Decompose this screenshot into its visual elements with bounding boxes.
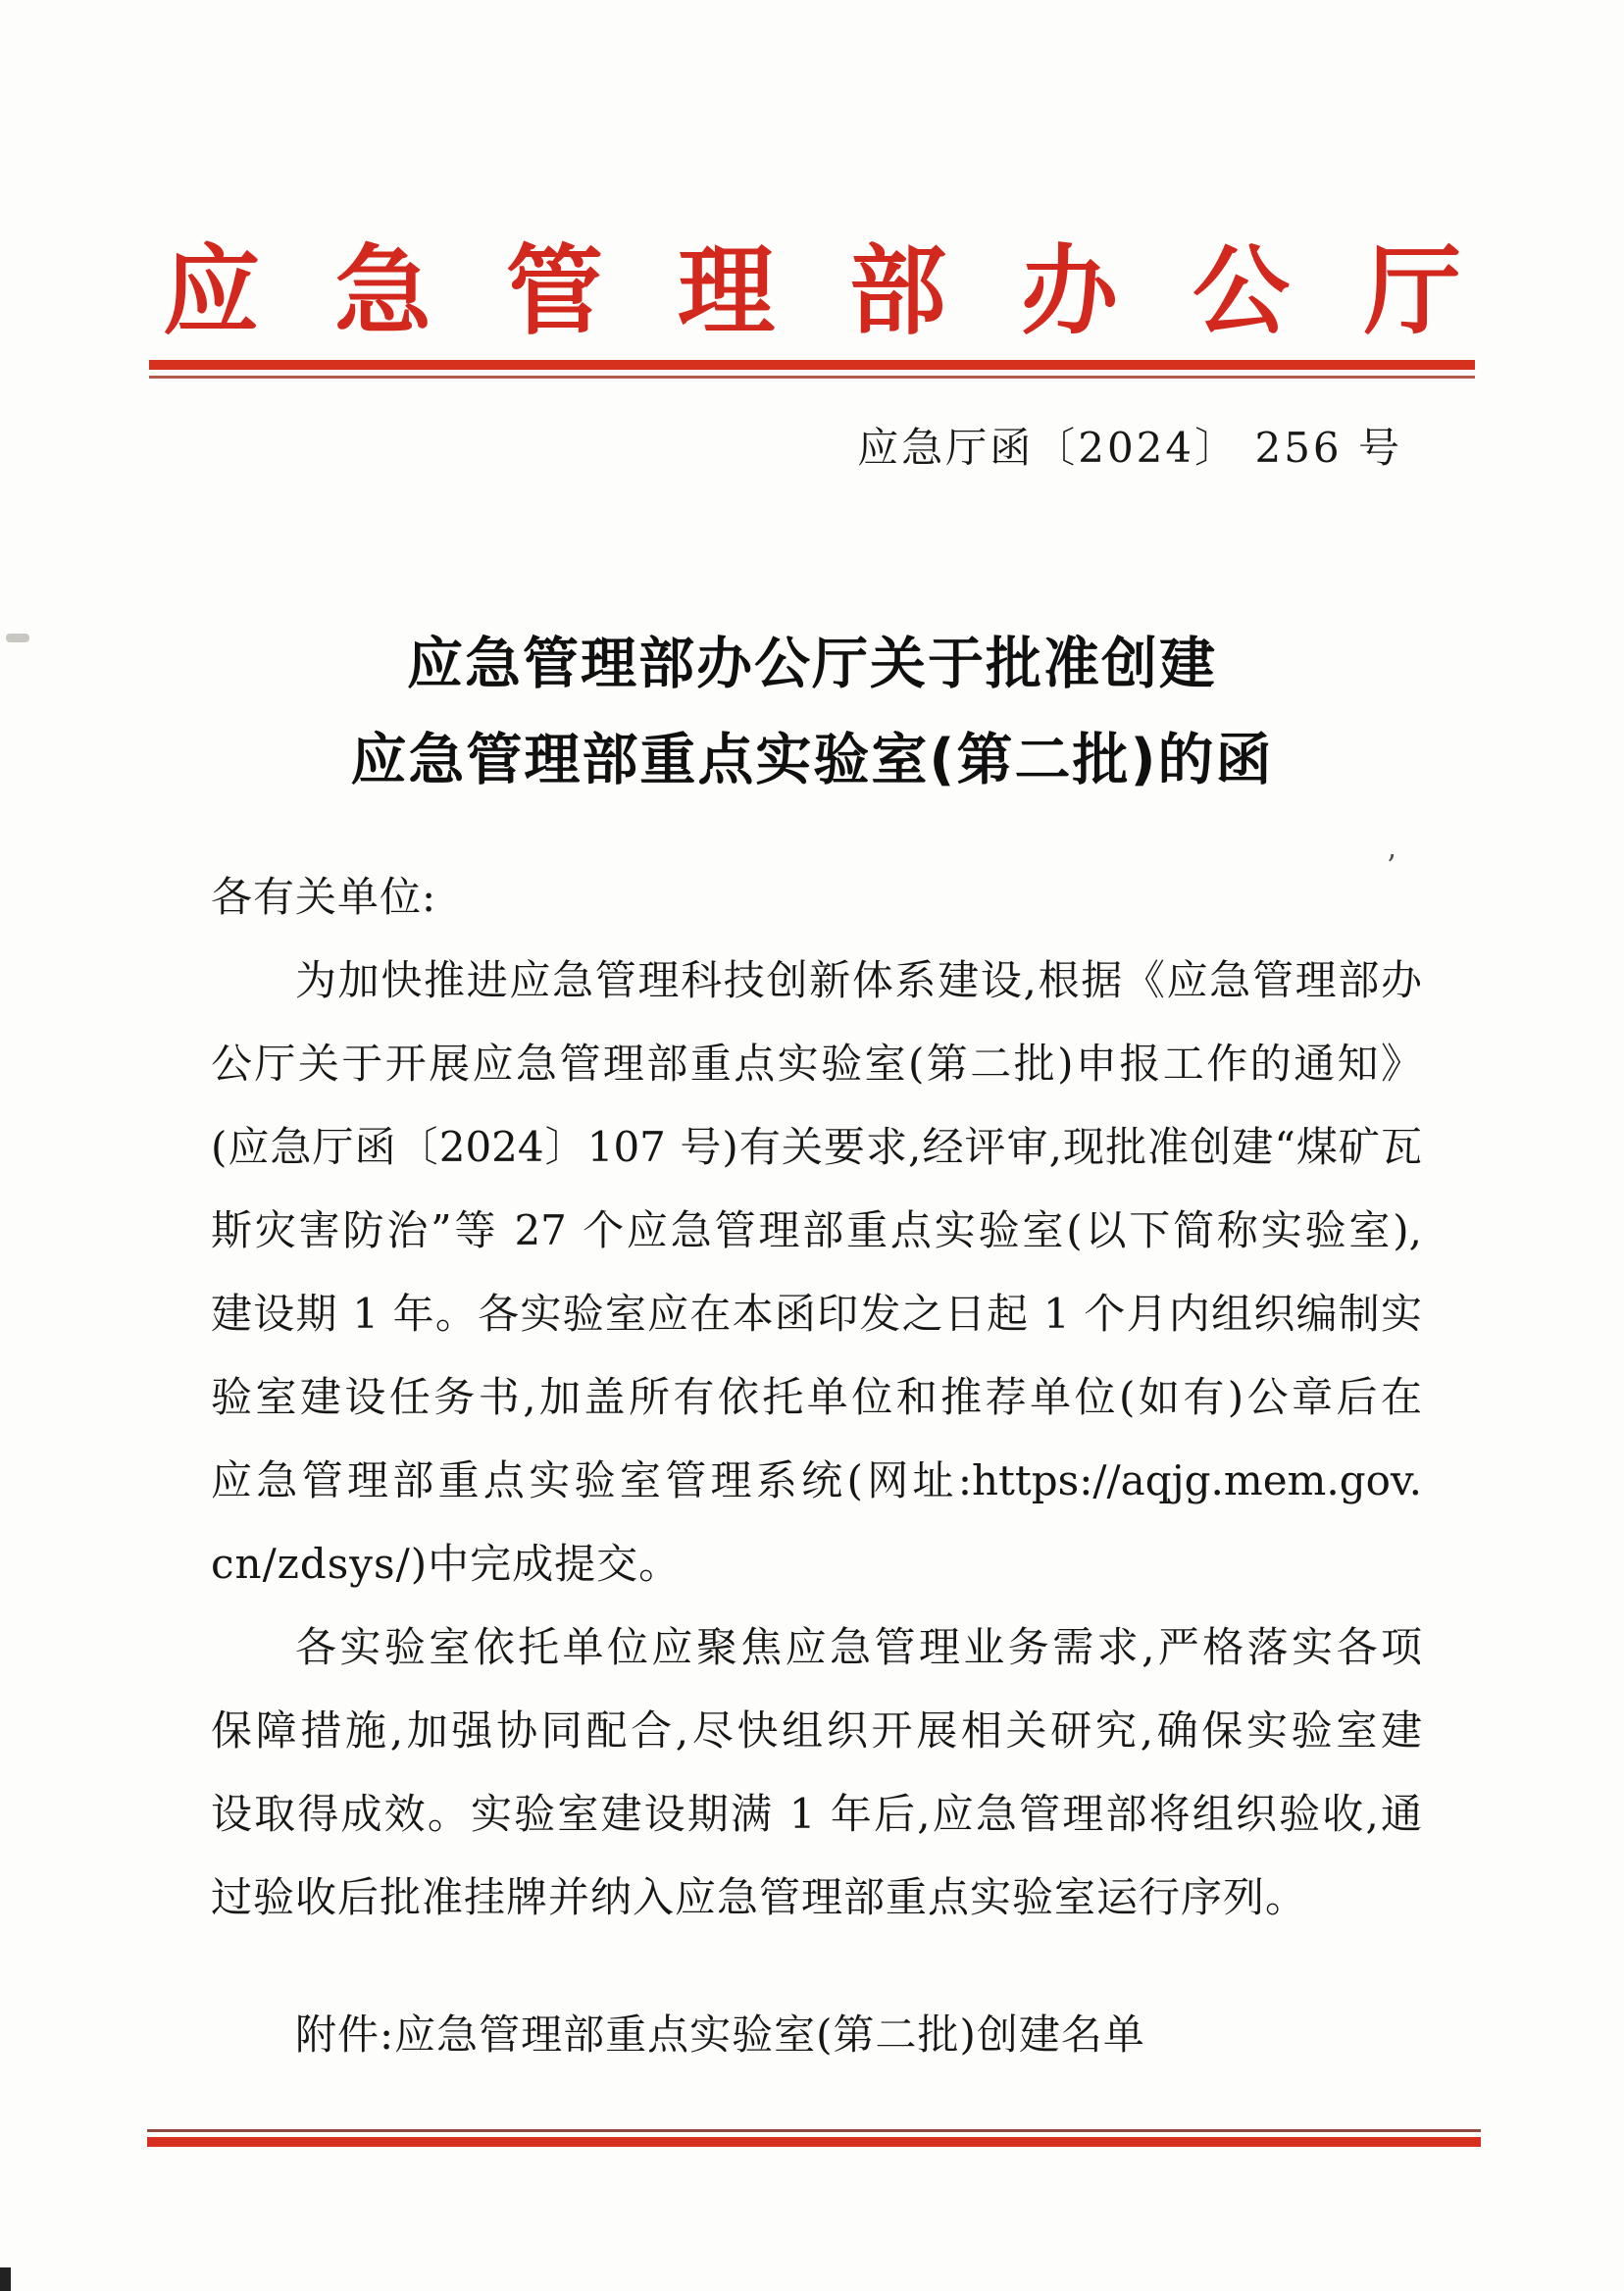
body-line: cn/zdsys/)中完成提交。 <box>211 1540 682 1588</box>
body-line: 验室建设任务书,加盖所有依托单位和推荐单位(如有)公章后在 <box>211 1373 1422 1421</box>
body-line: 斯灾害防治”等 27 个应急管理部重点实验室(以下简称实验室), <box>211 1206 1422 1254</box>
document-title-line1: 应急管理部办公厅关于批准创建 <box>407 632 1217 696</box>
body-line: 保障措施,加强协同配合,尽快组织开展相关研究,确保实验室建 <box>211 1706 1422 1755</box>
body-line: 设取得成效。实验室建设期满 1 年后,应急管理部将组织验收,通 <box>211 1790 1422 1838</box>
letter-body <box>211 855 1422 2076</box>
footer-rule-thin <box>147 2129 1481 2132</box>
document-title <box>0 616 1624 808</box>
body-line: 各有关单位: <box>211 873 437 921</box>
body-line: 过验收后批准挂牌并纳入应急管理部重点实验室运行序列。 <box>211 1873 1308 1921</box>
letterhead-rule-thick <box>149 360 1475 370</box>
body-line: 应急管理部重点实验室管理系统(网址:https://aqjg.mem.gov. <box>211 1456 1422 1504</box>
letterhead-org-name: 应急管理部办公厅 <box>163 234 1536 348</box>
scan-artifact-tick: ’ <box>1387 849 1396 884</box>
document-title-line2: 应急管理部重点实验室(第二批)的函 <box>350 728 1274 792</box>
scan-artifact-dash <box>6 634 29 642</box>
footer-rule-thick <box>147 2137 1481 2147</box>
body-line: (应急厅函〔2024〕107 号)有关要求,经评审,现批准创建“煤矿瓦 <box>211 1123 1422 1171</box>
body-line: 公厅关于开展应急管理部重点实验室(第二批)申报工作的通知》 <box>211 1040 1422 1088</box>
body-line: 附件:应急管理部重点实验室(第二批)创建名单 <box>295 2011 1145 2059</box>
document-reference-number: 应急厅函〔2024〕 256 号 <box>857 424 1402 472</box>
scan-artifact-corner <box>0 2267 11 2291</box>
body-line: 为加快推进应急管理科技创新体系建设,根据《应急管理部办 <box>295 956 1422 1004</box>
body-line: 建设期 1 年。各实验室应在本函印发之日起 1 个月内组织编制实 <box>211 1290 1422 1338</box>
letterhead-rule-thin <box>149 376 1475 379</box>
body-line: 各实验室依托单位应聚焦应急管理业务需求,严格落实各项 <box>295 1623 1422 1671</box>
